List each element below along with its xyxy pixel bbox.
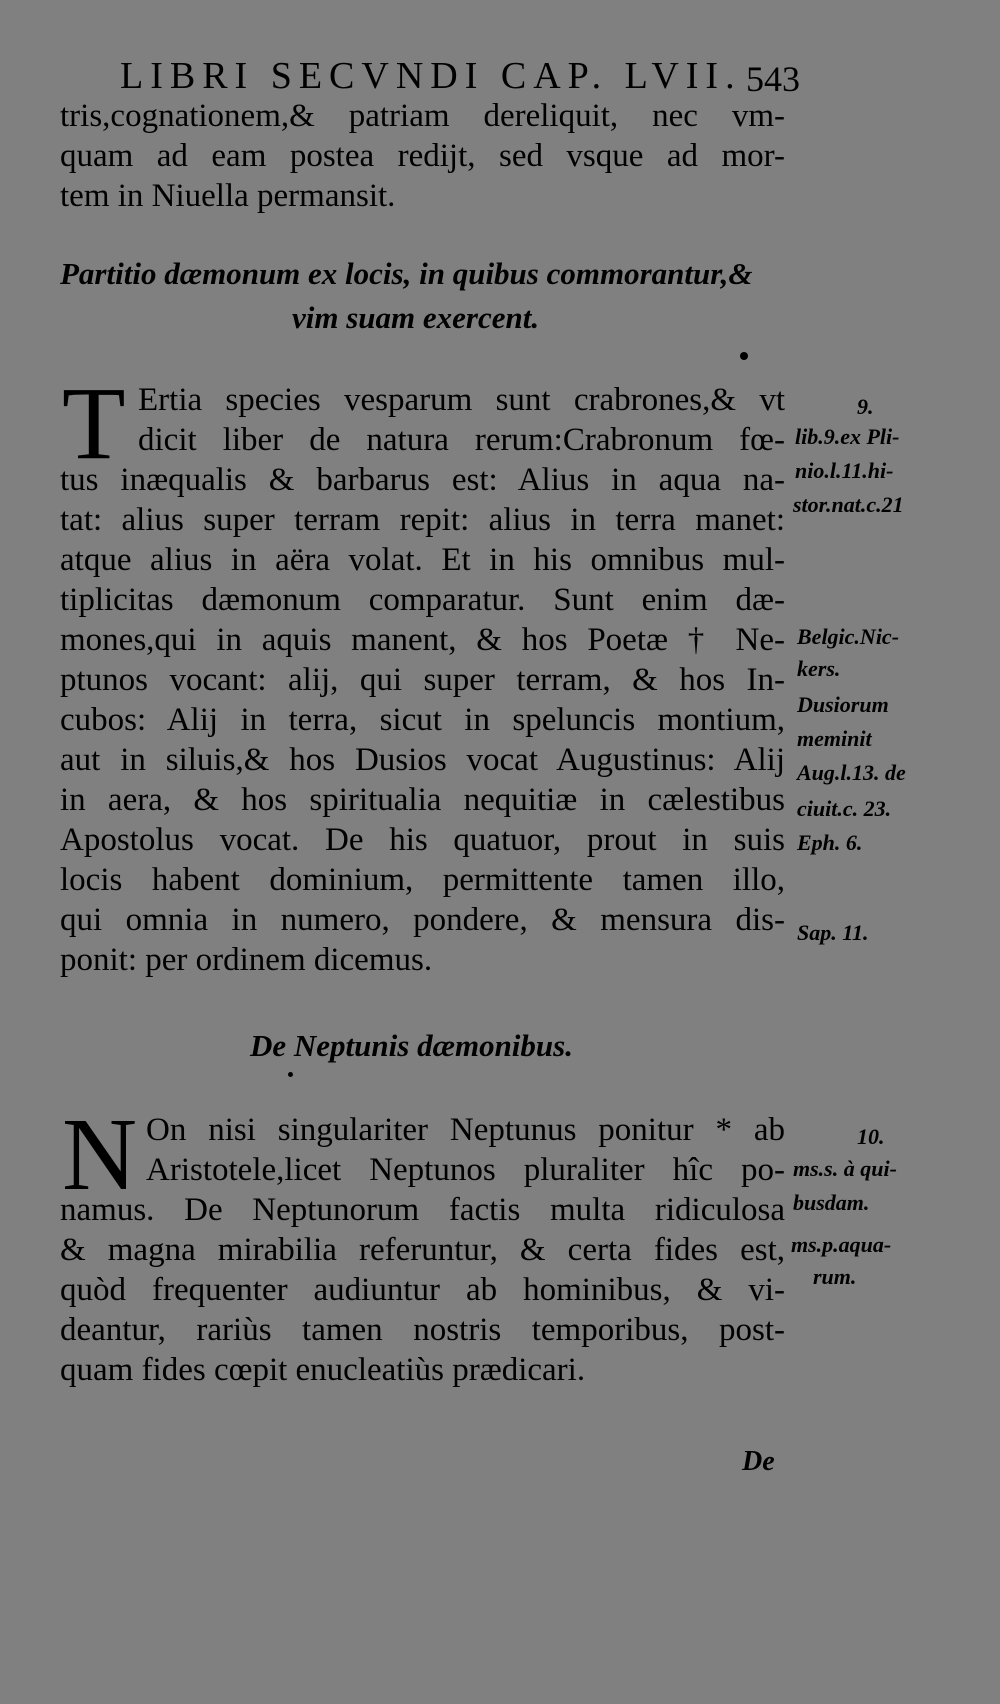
section-heading: Partitio dæmonum ex locis, in quibus commorantur,& (60, 256, 753, 291)
margin-note: stor.nat.c.21 (793, 492, 904, 517)
text-line: On nisi singulariter Neptunus ponitur * ab (146, 1112, 785, 1148)
text-line: qui omnia in numero, pondere, & mensura dis- (60, 902, 785, 938)
text-line: cubos: Alij in terra, sicut in speluncis montium, (60, 702, 785, 738)
text-line: tem in Niuella permansit. (60, 178, 396, 214)
running-head: LIBRI SECVNDI CAP. LVII. (120, 55, 742, 97)
text-line: Ertia species vesparum sunt crabrones,& vt (138, 382, 785, 418)
text-line: Aristotele,licet Neptunos pluraliter hîc po- (146, 1152, 785, 1188)
text-line: tat: alius super terram repit: alius in terra manet: (60, 502, 785, 538)
margin-note: 9. (857, 394, 874, 419)
text-line: tiplicitas dæmonum comparatur. Sunt enim dæ- (60, 582, 785, 618)
margin-note: Belgic.Nic- (797, 624, 900, 649)
section-heading: De Neptunis dæmonibus. (250, 1028, 573, 1063)
margin-note: rum. (813, 1264, 857, 1289)
continuation-paragraph (60, 96, 785, 216)
text-line: atque alius in aëra volat. Et in his omnibus mul- (60, 542, 785, 578)
margin-note: kers. (797, 656, 841, 681)
text-line: in aera, & hos spiritualia nequitiæ in cælestibus (60, 782, 785, 818)
margin-note: lib.9.ex Pli- (795, 424, 900, 449)
text-line: quam fides cœpit enucleatiùs prædicari. (60, 1352, 586, 1388)
margin-note: ciuit.c. 23. (797, 796, 892, 821)
paragraph-neptuni (60, 1110, 785, 1390)
margin-note: busdam. (793, 1190, 870, 1215)
text-line: quòd frequenter audiuntur ab hominibus, & vi- (60, 1272, 785, 1308)
drop-cap: N (62, 1097, 138, 1212)
margin-note: Dusiorum (797, 692, 889, 717)
text-line: namus. De Neptunorum factis multa ridiculosa (60, 1192, 785, 1228)
margin-note: Aug.l.13. de (797, 760, 906, 785)
text-line: aut in siluis,& hos Dusios vocat Augustinus: Alij (60, 742, 785, 778)
text-line: Apostolus vocat. De his quatuor, prout in suis (60, 822, 785, 858)
ink-speck (288, 1072, 293, 1077)
paragraph-crabrones (60, 380, 785, 980)
page-number: 543 (746, 59, 800, 99)
margin-note: meminit (797, 726, 872, 751)
text-line: ptunos vocant: alij, qui super terram, & hos In- (60, 662, 785, 698)
text-line: deantur, rariùs tamen nostris temporibus, post- (60, 1312, 785, 1348)
page-header (120, 50, 800, 100)
text-line: mones,qui in aquis manent, & hos Poetæ † Ne- (60, 622, 785, 658)
margin-note: Eph. 6. (797, 830, 863, 855)
margin-note: Sap. 11. (797, 920, 869, 945)
margin-note: ms.s. à qui- (793, 1156, 897, 1181)
text-line: tus inæqualis & barbarus est: Alius in aqua na- (60, 462, 785, 498)
text-line: dicit liber de natura rerum:Crabronum fœ- (138, 422, 785, 458)
margin-note: nio.l.11.hi- (795, 458, 894, 483)
margin-note: 10. (857, 1124, 885, 1149)
section-heading-continued: vim suam exercent. (292, 300, 540, 335)
text-line: ponit: per ordinem dicemus. (60, 942, 433, 978)
drop-cap: T (62, 366, 126, 481)
catchword: De (742, 1446, 775, 1477)
margin-note: ms.p.aqua- (791, 1232, 892, 1257)
text-line: & magna mirabilia referuntur, & certa fides est, (60, 1232, 785, 1268)
text-line: quam ad eam postea redijt, sed vsque ad mor- (60, 138, 785, 174)
ink-speck (740, 352, 748, 360)
text-line: locis habent dominium, permittente tamen illo, (60, 862, 785, 898)
text-line: tris,cognationem,& patriam dereliquit, nec vm- (60, 98, 785, 134)
